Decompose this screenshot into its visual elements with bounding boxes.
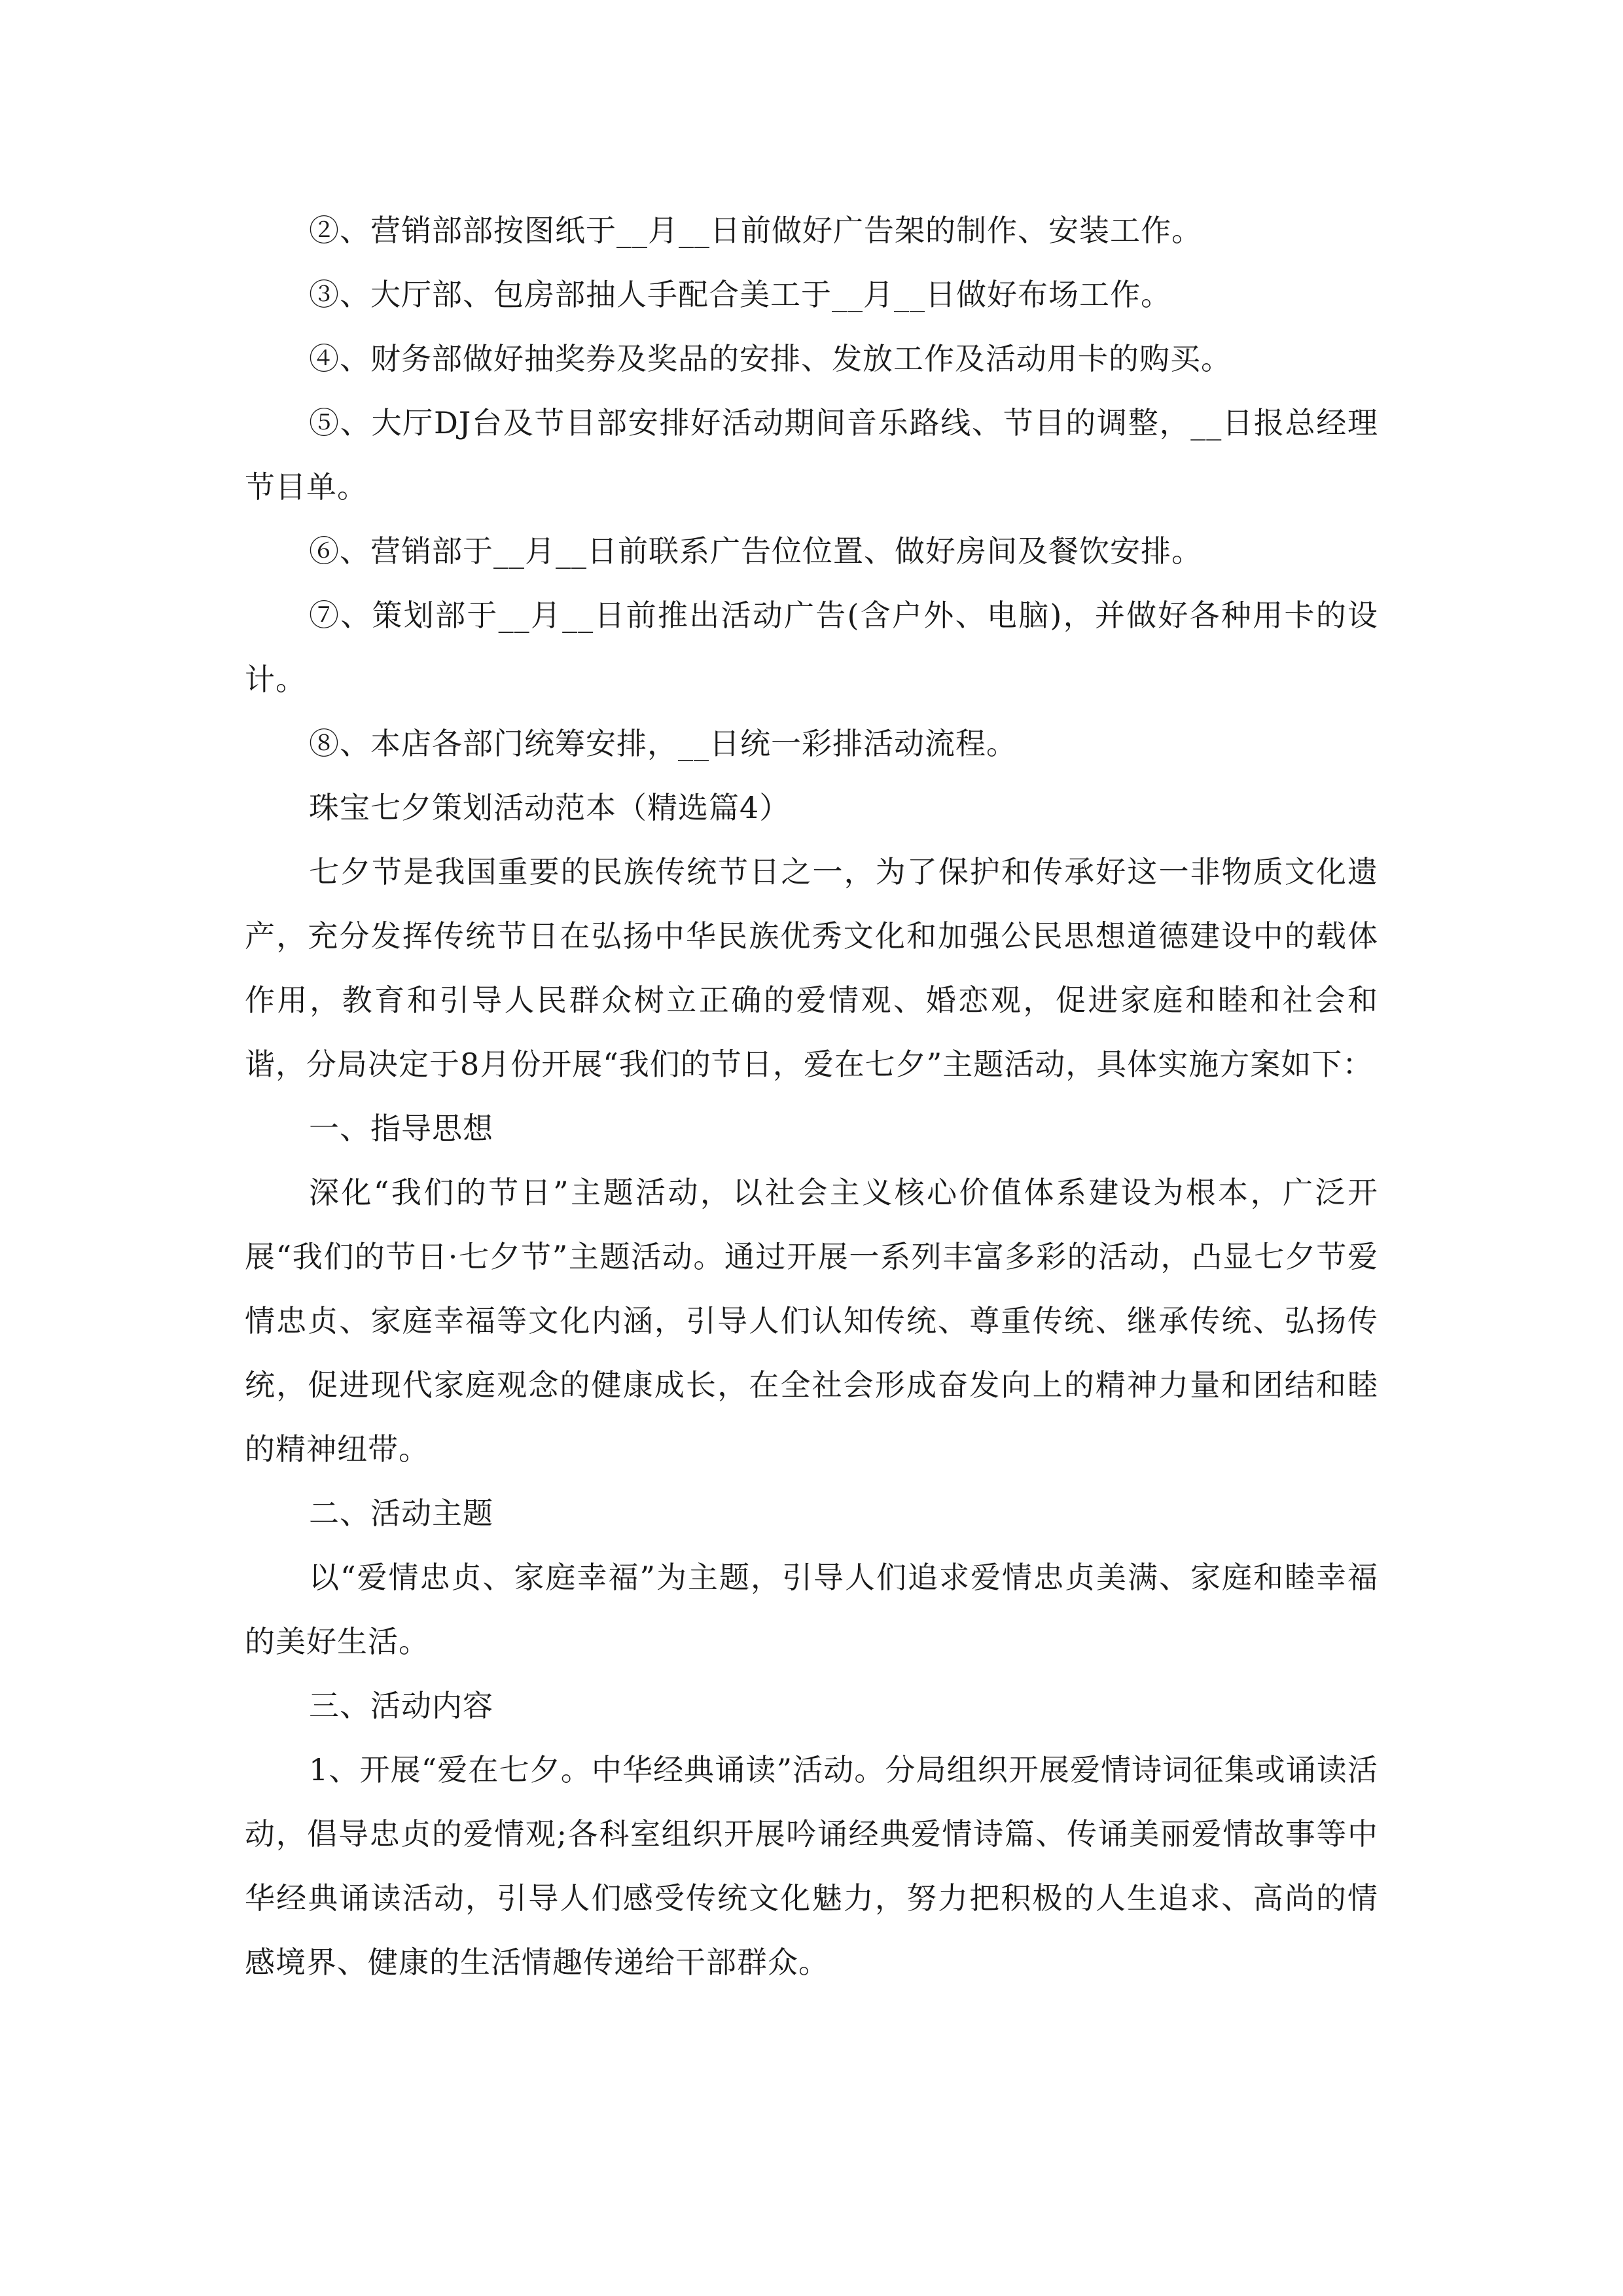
- paragraph-item-7: ⑦、策划部于__月__日前推出活动广告(含户外、电脑)，并做好各种用卡的设计。: [245, 598, 1378, 697]
- activity-theme-paragraph: 以“爱情忠贞、家庭幸福”为主题，引导人们追求爱情忠贞美满、家庭和睦幸福的美好生活。: [245, 1560, 1378, 1659]
- heading-guiding-thought: 一、指导思想: [309, 1111, 493, 1146]
- heading-activity-content: 三、活动内容: [309, 1688, 493, 1723]
- heading-activity-theme: 二、活动主题: [309, 1496, 493, 1531]
- activity-content-paragraph: 1、开展“爱在七夕。中华经典诵读”活动。分局组织开展爱情诗词征集或诵读活动，倡导忠贞的爱情观;各科室组织开展吟诵经典爱情诗篇、传诵美丽爱情故事等中华经典诵读活动，引导人们感受传统文化魅力，努力把积极的人生追求、高尚的情感境界、健康的生活情趣传递给干部群众。: [245, 1752, 1378, 1980]
- paragraph-item-3: ③、大厅部、包房部抽人手配合美工于__月__日做好布场工作。: [309, 277, 1171, 312]
- paragraph-item-5: ⑤、大厅DJ台及节目部安排好活动期间音乐路线、节目的调整，__日报总经理节目单。: [245, 405, 1378, 505]
- paragraph-item-6: ⑥、营销部于__月__日前联系广告位位置、做好房间及餐饮安排。: [309, 533, 1202, 569]
- intro-paragraph: 七夕节是我国重要的民族传统节日之一，为了保护和传承好这一非物质文化遗产，充分发挥传统节日在弘扬中华民族优秀文化和加强公民思想道德建设中的载体作用，教育和引导人民群众树立正确的爱情观、婚恋观，促进家庭和睦和社会和谐，分局决定于8月份开展“我们的节日，爱在七夕”主题活动，具体实施方案如下：: [245, 854, 1378, 1082]
- section-title: 珠宝七夕策划活动范本（精选篇4）: [309, 790, 791, 825]
- paragraph-item-8: ⑧、本店各部门统筹安排，__日统一彩排活动流程。: [309, 726, 1017, 761]
- paragraph-item-4: ④、财务部做好抽奖券及奖品的安排、发放工作及活动用卡的购买。: [309, 341, 1232, 376]
- document-body: [245, 198, 1378, 1994]
- guiding-thought-paragraph: 深化“我们的节日”主题活动，以社会主义核心价值体系建设为根本，广泛开展“我们的节日·七夕节”主题活动。通过开展一系列丰富多彩的活动，凸显七夕节爱情忠贞、家庭幸福等文化内涵，引导人们认知传统、尊重传统、继承传统、弘扬传统，促进现代家庭观念的健康成长，在全社会形成奋发向上的精神力量和团结和睦的精神纽带。: [245, 1175, 1378, 1467]
- paragraph-item-2: ②、营销部部按图纸于__月__日前做好广告架的制作、安装工作。: [309, 213, 1202, 248]
